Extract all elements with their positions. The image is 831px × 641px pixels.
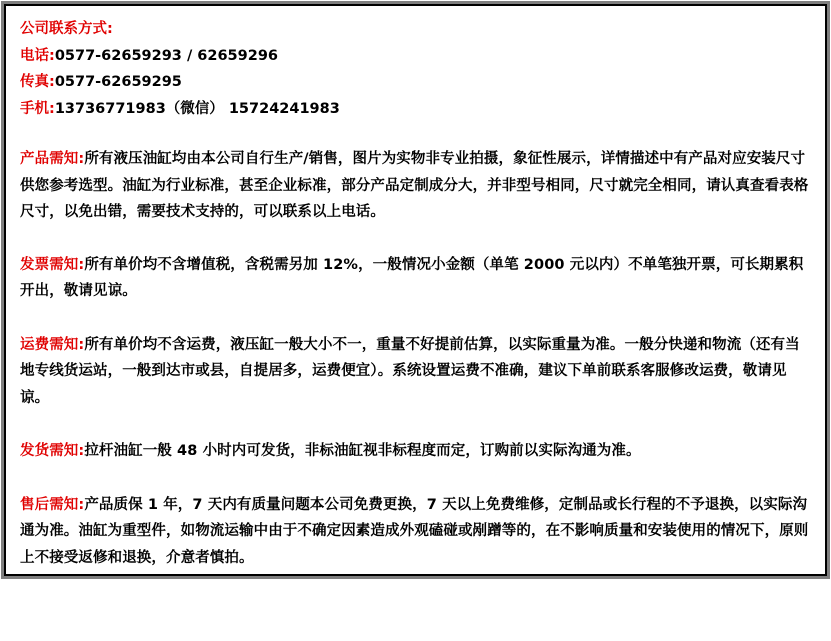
mobile-label: 手机: [20, 100, 55, 117]
invoice-notice [20, 252, 811, 305]
shipping-notice-label: 运费需知: [20, 336, 85, 353]
notice-frame [1, 1, 830, 579]
product-notice [20, 146, 811, 226]
aftersale-notice-text: 产品质保 1 年，7 天内有质量问题本公司免费更换，7 天以上免费维修，定制品或长行程的不予退换，以实际沟通为准。油缸为重型件，如物流运输中由于不确定因素造成外观磕碰或剐蹭等的，在不影响质量和安装使用的情况下，原则上不接受返修和退换，介意者慎拍。 [20, 496, 809, 566]
delivery-notice-text: 拉杆油缸一般 48 小时内可发货，非标油缸视非标程度而定，订购前以实际沟通为准。 [84, 443, 641, 459]
invoice-notice-label: 发票需知: [20, 256, 85, 273]
phone-line [20, 43, 811, 70]
shipping-notice [20, 332, 811, 412]
mobile-value: 13736771983（微信） 15724241983 [54, 100, 340, 117]
delivery-notice [20, 438, 811, 465]
fax-line [20, 69, 811, 96]
delivery-notice-label: 发货需知: [20, 443, 85, 459]
invoice-notice-text: 所有单价均不含增值税，含税需另加 12%，一般情况小金额（单笔 2000 元以内）不单笔独开票，可长期累积开出，敬请见谅。 [20, 256, 804, 299]
shipping-notice-text: 所有单价均不含运费，液压缸一般大小不一，重量不好提前估算，以实际重量为准。一般分快递和物流（还有当地专线货运站，一般到达市或县，自提居多，运费便宜）。系统设置运费不准确，建议下单前联系客服修改运费，敬请见谅。 [20, 336, 800, 406]
phone-label: 电话: [20, 47, 55, 64]
notice-panel [4, 4, 827, 576]
fax-label: 传真: [20, 74, 55, 90]
contact-heading: 公司联系方式: [20, 21, 113, 37]
product-notice-text: 所有液压油缸均由本公司自行生产/销售，图片为实物非专业拍摄，象征性展示，详情描述中有产品对应安装尺寸供您参考选型。油缸为行业标准，甚至企业标准，部分产品定制成分大，并非型号相同，尺寸就完全相同，请认真查看表格尺寸，以免出错，需要技术支持的，可以联系以上电话。 [20, 151, 809, 220]
contact-section [20, 16, 811, 122]
aftersale-notice-label: 售后需知: [20, 496, 85, 513]
product-notice-label: 产品需知: [20, 151, 85, 167]
aftersale-notice [20, 492, 811, 572]
mobile-line [20, 96, 811, 123]
fax-value: 0577-62659295 [54, 74, 182, 90]
phone-value: 0577-62659293 / 62659296 [54, 47, 279, 64]
